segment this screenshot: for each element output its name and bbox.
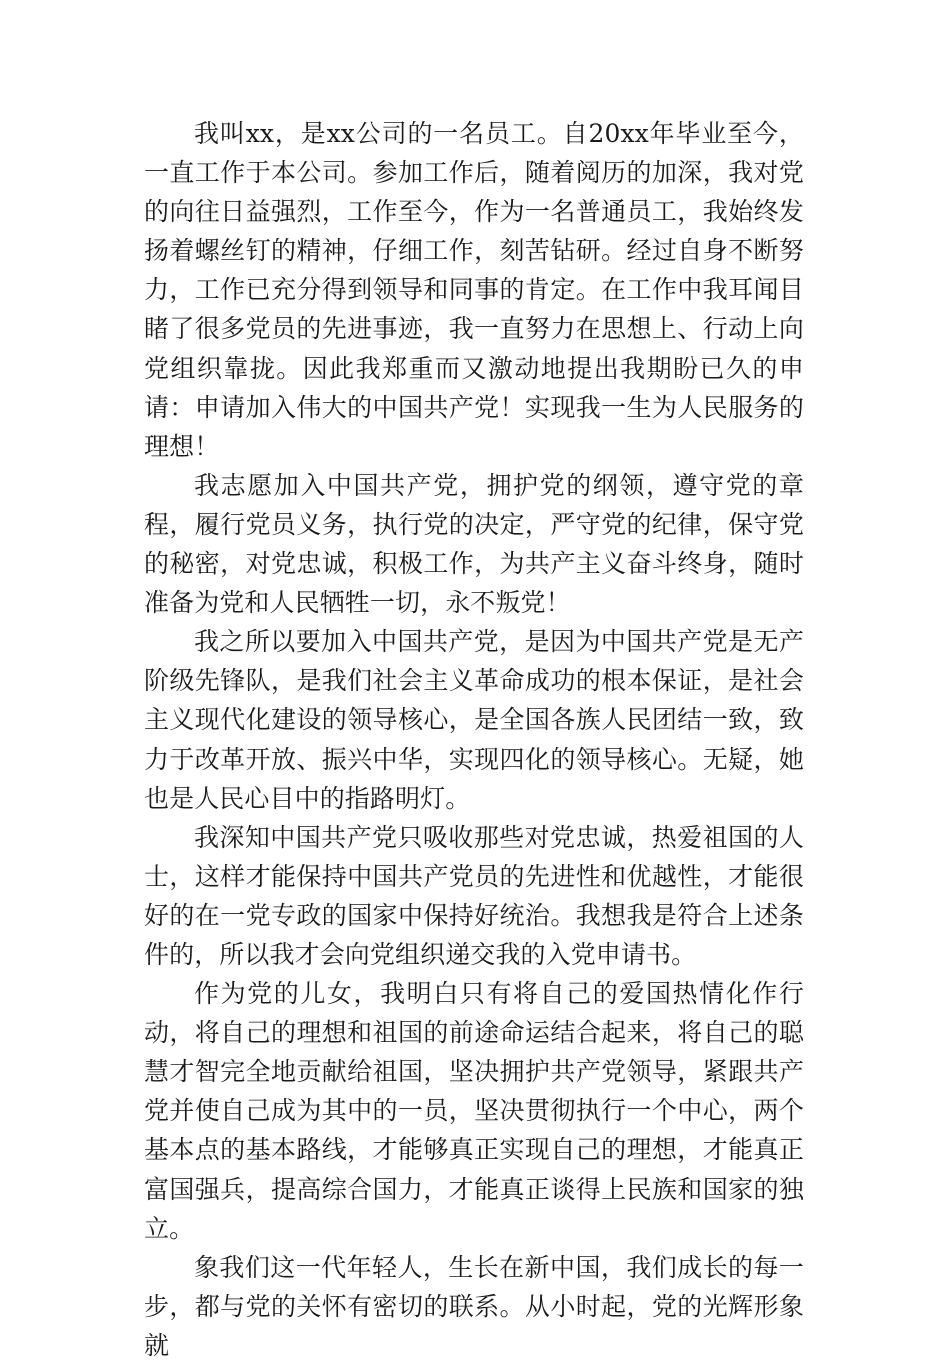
paragraph-6: 象我们这一代年轻人，生长在新中国，我们成长的每一步，都与党的关怀有密切的联系。从小时起，党的光辉形象就 — [144, 1252, 804, 1360]
paragraph-1: 我叫xx，是xx公司的一名员工。自20xx年毕业至今，一直工作于本公司。参加工作后，随着阅历的加深，我对党的向往日益强烈，工作至今，作为一名普通员工，我始终发扬着螺丝钉的精神，仔细工作，刻苦钻研。经过自身不断努力，工作已充分得到领导和同事的肯定。在工作中我耳闻目睹了很多党员的先进事迹，我一直努力在思想上、行动上向党组织靠拢。因此我郑重而又激动地提出我期盼已久的申请：申请加入伟大的中国共产党！实现我一生为人民服务的理想！ — [144, 119, 804, 461]
paragraph-5: 作为党的儿女，我明白只有将自己的爱国热情化作行动，将自己的理想和祖国的前途命运结合起来，将自己的聪慧才智完全地贡献给祖国，坚决拥护共产党领导，紧跟共产党并使自己成为其中的一员，坚决贯彻执行一个中心，两个基本点的基本路线，才能够真正实现自己的理想，才能真正富国强兵，提高综合国力，才能真正谈得上民族和国家的独立。 — [144, 979, 804, 1243]
document-body — [144, 114, 804, 1365]
paragraph-2: 我志愿加入中国共产党，拥护党的纲领，遵守党的章程，履行党员义务，执行党的决定，严守党的纪律，保守党的秘密，对党忠诚，积极工作，为共产主义奋斗终身，随时准备为党和人民牺牲一切，永不叛党！ — [144, 470, 804, 618]
paragraph-4: 我深知中国共产党只吸收那些对党忠诚，热爱祖国的人士，这样才能保持中国共产党员的先进性和优越性，才能很好的在一党专政的国家中保持好统治。我想我是符合上述条件的，所以我才会向党组织递交我的入党申请书。 — [144, 822, 804, 969]
paragraph-3: 我之所以要加入中国共产党，是因为中国共产党是无产阶级先锋队，是我们社会主义革命成功的根本保证，是社会主义现代化建设的领导核心，是全国各族人民团结一致，致力于改革开放、振兴中华，实现四化的领导核心。无疑，她也是人民心目中的指路明灯。 — [144, 627, 804, 813]
